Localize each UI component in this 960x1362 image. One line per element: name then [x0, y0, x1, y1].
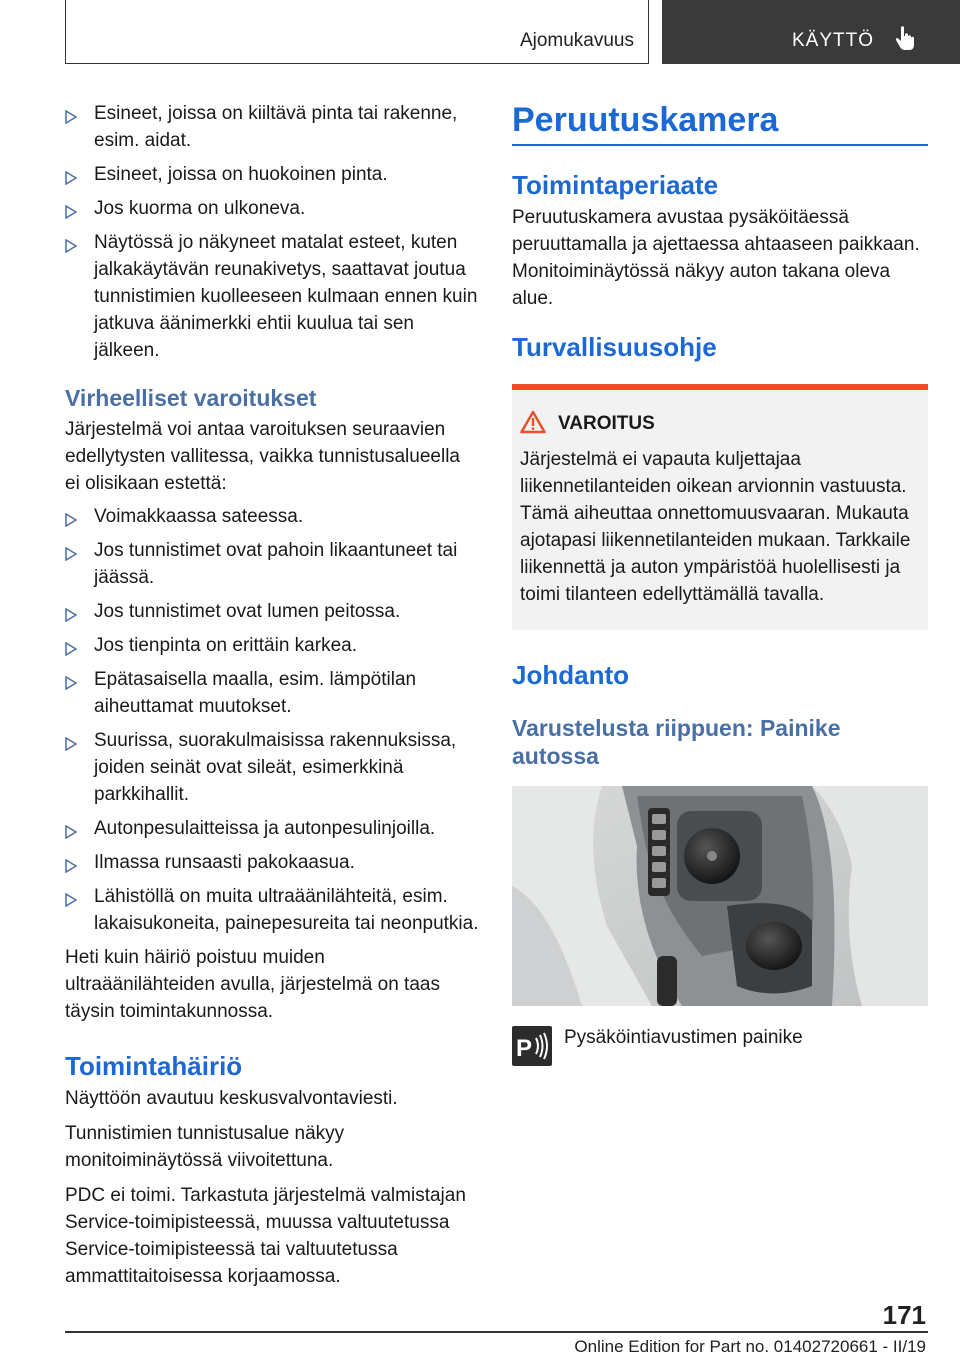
warning-title-row — [520, 412, 920, 436]
list-item-text: Epätasaisella maalla, esim. lämpötilan aiheuttamat muutokset. — [94, 669, 417, 717]
principle-heading: Toimintaperiaate — [512, 169, 719, 200]
list-item — [65, 598, 480, 625]
list-item — [65, 537, 480, 591]
list-item-text: Jos tienpinta on erittäin karkea. — [94, 635, 357, 656]
bullet-list-objects — [65, 100, 480, 364]
park-assist-button-icon — [512, 1026, 552, 1066]
center-console-photo — [512, 786, 928, 1006]
warning-title: VAROITUS — [558, 412, 655, 434]
false-warnings-heading: Virheelliset varoitukset — [65, 385, 317, 411]
warning-text: Järjestelmä ei vapauta kuljettajaa liikennetilanteiden oikean arvionnin vastuusta. Tämä aiheuttaa onnettomuusvaaran. Mukauta ajotapasi liikennetilanteiden mukaan. Tarkkaile liikennettä ja auton ympäristöä huolellisesti ja toimi tilanteen edellyttämällä tavalla. — [520, 448, 911, 605]
list-item-text: Autonpesulaitteissa ja autonpesulinjoilla. — [94, 818, 436, 839]
list-item — [65, 503, 480, 530]
center-console-illustration — [512, 786, 928, 1006]
list-item-text: Voimakkaassa sateessa. — [94, 506, 304, 527]
malfunction-paragraph-2: Tunnistimien tunnistusalue näkyy monitoiminäytössä viivoitettuna. — [65, 1123, 345, 1171]
list-item-text: Esineet, joissa on kiiltävä pinta tai rakenne, esim. aidat. — [94, 103, 458, 151]
list-item — [65, 195, 480, 222]
list-item-text: Näytössä jo näkyneet matalat esteet, kuten jalkakäytävän reunakivetys, saattavat joutua tunnistimien kuolleeseen kulmaan ennen kuin jatkuva äänimerkki ehtii kuulua tai sen jälkeen. — [94, 232, 478, 361]
safety-heading: Turvallisuusohje — [512, 331, 717, 362]
header-chapter-box — [662, 0, 960, 64]
list-item-text: Jos tunnistimet ovat lumen peitossa. — [94, 601, 401, 622]
list-item-text: Esineet, joissa on huokoinen pinta. — [94, 164, 388, 185]
list-item-text: Lähistöllä on muita ultraäänilähteitä, esim. lakaisukoneita, painepesureita tai neonputkia. — [94, 886, 479, 934]
list-item-text: Jos kuorma on ulkoneva. — [94, 198, 306, 219]
list-item — [65, 666, 480, 720]
header-chapter-title: KÄYTTÖ — [792, 30, 875, 51]
list-item — [65, 883, 480, 937]
warning-triangle-icon — [520, 410, 546, 434]
after-text: Heti kuin häiriö poistuu muiden ultraäänilähteiden avulla, järjestelmä on taas täysin toimintakunnossa. — [65, 947, 440, 1022]
list-item — [65, 632, 480, 659]
footer-edition: Online Edition for Part no. 01402720661 - II/19 — [574, 1337, 926, 1356]
false-warnings-intro: Järjestelmä voi antaa varoituksen seuraavien edellytysten vallitessa, vaikka tunnistusalueella ei olisikaan estettä: — [65, 419, 460, 494]
header-section-box — [65, 0, 649, 64]
bullet-list-conditions — [65, 503, 480, 937]
malfunction-paragraph-3: PDC ei toimi. Tarkastuta järjestelmä valmistajan Service-toimipisteessä, muussa valtuutetussa Service-toimipisteessä tai valtuutetussa ammattitaitoisessa korjaamossa. — [65, 1185, 466, 1287]
left-column — [65, 100, 480, 1290]
list-item — [65, 229, 480, 364]
list-item — [65, 815, 480, 842]
list-item — [65, 100, 480, 154]
pointing-hand-icon — [895, 25, 917, 51]
malfunction-heading: Toimintahäiriö — [65, 1051, 243, 1081]
svg-text:P: P — [516, 1034, 533, 1062]
equipment-heading: Varustelusta riippuen: Painike autossa — [512, 714, 841, 769]
warning-box — [512, 384, 928, 630]
intro-heading: Johdanto — [512, 659, 629, 690]
page-number: 171 — [882, 1300, 926, 1330]
photo-caption — [512, 1026, 928, 1066]
principle-text: Peruutuskamera avustaa pysäköitäessä peruuttamalla ja ajettaessa ahtaaseen paikkaan. Monitoiminäytössä näkyy auton takana oleva alue. — [512, 206, 920, 309]
list-item-text: Ilmassa runsaasti pakokaasua. — [94, 852, 355, 873]
header-section-title: Ajomukavuus — [519, 30, 634, 51]
page-title: Peruutuskamera — [512, 101, 779, 139]
list-item — [65, 161, 480, 188]
malfunction-paragraph-1: Näyttöön avautuu keskusvalvontaviesti. — [65, 1088, 398, 1109]
title-rule — [512, 144, 928, 146]
right-column — [512, 100, 928, 1066]
caption-text: Pysäköintiavustimen painike — [564, 1026, 803, 1048]
list-item-text: Jos tunnistimet ovat pahoin likaantuneet tai jäässä. — [94, 540, 458, 588]
list-item — [65, 727, 480, 808]
footer-rule — [65, 1331, 928, 1333]
list-item-text: Suurissa, suorakulmaisissa rakennuksissa, joiden seinät ovat sileät, esimerkkinä parkkihallit. — [94, 730, 457, 805]
list-item — [65, 849, 480, 876]
